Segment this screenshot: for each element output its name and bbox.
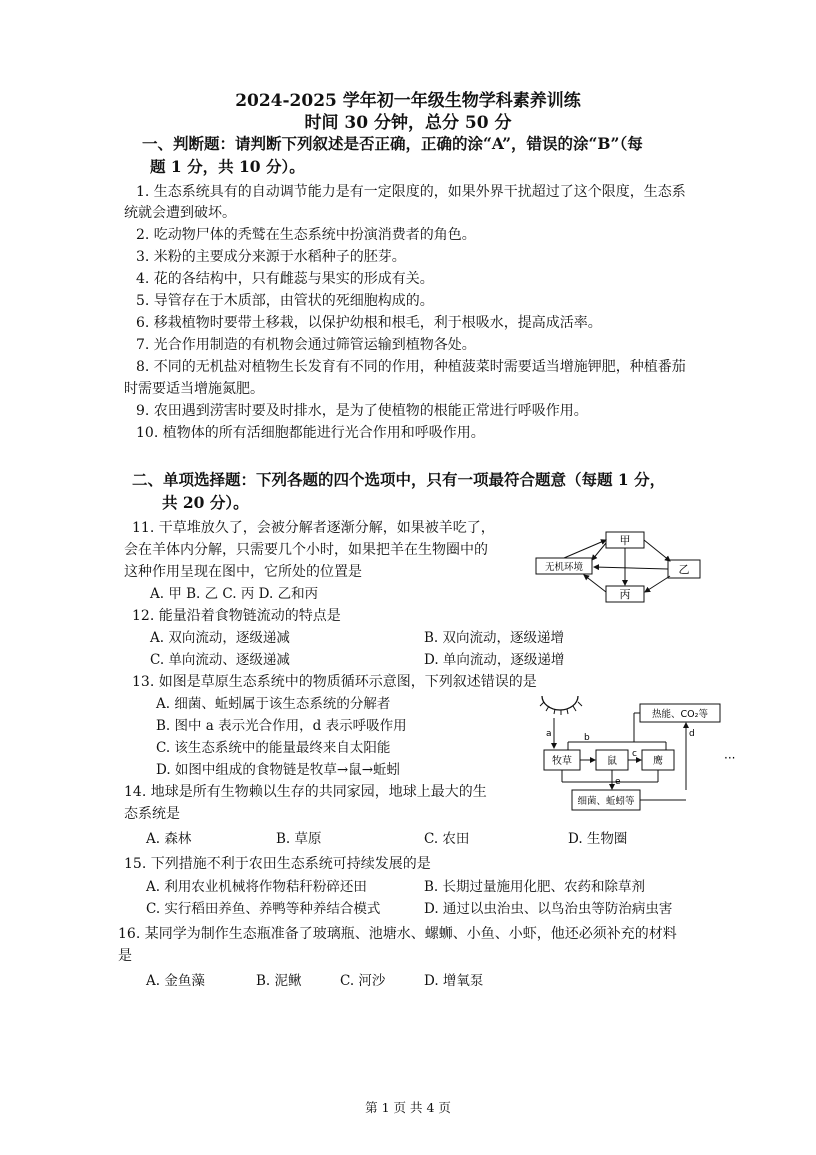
node-grass-label: 牧草 bbox=[552, 756, 572, 767]
node-decomposer-label: 细菌、蚯蚓等 bbox=[577, 796, 635, 807]
question-5: 5. 导管存在于木质部，由管状的死细胞构成的。 bbox=[136, 293, 434, 309]
section2-heading-line2: 共 20 分）。 bbox=[162, 493, 249, 512]
exam-subtitle: 时间 30 分钟，总分 50 分 bbox=[304, 113, 512, 133]
arrow-yi-env bbox=[594, 567, 668, 569]
question-8-line2: 时需要适当增施氮肥。 bbox=[124, 381, 264, 397]
node-eagle-label: 鹰 bbox=[653, 756, 663, 767]
material-cycle-diagram bbox=[538, 692, 744, 818]
question-11-options: A. 甲 B. 乙 C. 丙 D. 乙和丙 bbox=[150, 586, 319, 602]
question-16-option-a: A. 金鱼藻 bbox=[146, 973, 205, 989]
question-13-option-c: C. 该生态系统中的能量最终来自太阳能 bbox=[156, 740, 391, 756]
node-mouse-label: 鼠 bbox=[607, 756, 617, 767]
question-16-line2: 是 bbox=[118, 948, 132, 964]
question-16-option-c: C. 河沙 bbox=[340, 973, 386, 989]
arrow-jia-yi bbox=[644, 540, 670, 561]
question-12-option-b: B. 双向流动，逐级递增 bbox=[424, 630, 565, 646]
question-11-line2: 会在羊体内分解，只需要几个小时，如果把羊在生物圈中的 bbox=[124, 542, 488, 558]
question-4: 4. 花的各结构中，只有雌蕊与果实的形成有关。 bbox=[136, 271, 434, 287]
node-yi-label: 乙 bbox=[678, 563, 690, 576]
question-6: 6. 移栽植物时要带土移栽，以保护幼根和根毛，利于根吸水，提高成活率。 bbox=[136, 315, 602, 331]
question-8-line1: 8. 不同的无机盐对植物生长发育有不同的作用，种植菠菜时需要适当增施钾肥，种植番茄 bbox=[136, 359, 686, 375]
label-e: e bbox=[615, 777, 621, 787]
question-15-option-c: C. 实行稻田养鱼、养鸭等种养结合模式 bbox=[146, 901, 381, 917]
label-d: d bbox=[689, 729, 695, 739]
node-bing-label: 丙 bbox=[619, 588, 631, 601]
question-16-option-b: B. 泥鳅 bbox=[256, 973, 302, 989]
question-1-line1: 1. 生态系统具有的自动调节能力是有一定限度的，如果外界干扰超过了这个限度，生态系 bbox=[136, 184, 686, 200]
question-15-option-d: D. 通过以虫治虫、以鸟治虫等防治病虫害 bbox=[424, 901, 673, 917]
question-12-option-a: A. 双向流动，逐级递减 bbox=[150, 630, 290, 646]
question-14-option-b: B. 草原 bbox=[276, 831, 322, 847]
question-3: 3. 米粉的主要成分来源于水稻种子的胚芽。 bbox=[136, 249, 406, 265]
exam-title: 2024-2025 学年初一年级生物学科素养训练 bbox=[235, 91, 581, 111]
question-12: 12. 能量沿着食物链流动的特点是 bbox=[132, 608, 341, 624]
question-14-option-c: C. 农田 bbox=[424, 831, 470, 847]
question-1-line2: 统就会遭到破坏。 bbox=[124, 205, 236, 221]
question-15-option-a: A. 利用农业机械将作物秸秆粉碎还田 bbox=[146, 879, 367, 895]
question-14-option-a: A. 森林 bbox=[146, 831, 192, 847]
question-7: 7. 光合作用制造的有机物会通过筛管运输到植物各处。 bbox=[136, 337, 476, 353]
question-11-line3: 这种作用呈现在图中，它所处的位置是 bbox=[124, 564, 362, 580]
arrow-bing-env bbox=[584, 575, 606, 592]
question-15: 15. 下列措施不利于农田生态系统可持续发展的是 bbox=[124, 856, 431, 872]
question-12-option-c: C. 单向流动、逐级递减 bbox=[150, 652, 290, 668]
question-14-line1: 14. 地球是所有生物赖以生存的共同家园，地球上最大的生 bbox=[124, 784, 487, 800]
sun-icon bbox=[540, 696, 582, 715]
section1-heading-line2: 题 1 分，共 10 分）。 bbox=[150, 157, 305, 176]
question-15-option-b: B. 长期过量施用化肥、农药和除草剂 bbox=[424, 879, 646, 895]
arrow-env-jia bbox=[564, 540, 606, 558]
question-2: 2. 吃动物尸体的秃鹫在生态系统中扮演消费者的角色。 bbox=[136, 227, 476, 243]
question-13-option-a: A. 细菌、蚯蚓属于该生态系统的分解者 bbox=[156, 696, 391, 712]
question-16-option-d: D. 增氧泵 bbox=[424, 973, 484, 989]
question-14-option-d: D. 生物圈 bbox=[568, 831, 628, 847]
label-c: c bbox=[632, 749, 637, 759]
section2-heading-line1: 二、单项选择题：下列各题的四个选项中，只有一项最符合题意（每题 1 分， bbox=[132, 470, 666, 489]
section1-heading-line1: 一、判断题：请判断下列叙述是否正确，正确的涂“A”，错误的涂“B”（每 bbox=[142, 134, 643, 153]
label-b: b bbox=[584, 733, 590, 743]
question-14-line2: 态系统是 bbox=[124, 806, 180, 822]
node-jia-label: 甲 bbox=[619, 534, 631, 547]
question-10: 10. 植物体的所有活细胞都能进行光合作用和呼吸作用。 bbox=[136, 425, 485, 441]
question-13: 13. 如图是草原生态系统中的物质循环示意图，下列叙述错误的是 bbox=[132, 674, 537, 690]
label-a: a bbox=[546, 729, 552, 739]
node-env-label: 无机环境 bbox=[544, 562, 584, 573]
node-heat-co2-label: 热能、CO₂等 bbox=[652, 709, 708, 720]
question-12-option-d: D. 单向流动，逐级递增 bbox=[424, 652, 565, 668]
arrow-yi-bing bbox=[645, 576, 670, 592]
question-13-option-b: B. 图中 a 表示光合作用，d 表示呼吸作用 bbox=[156, 718, 407, 734]
question-9: 9. 农田遇到涝害时要及时排水，是为了使植物的根能正常进行呼吸作用。 bbox=[136, 403, 588, 419]
question-16-line1: 16. 某同学为制作生态瓶准备了玻璃瓶、池塘水、螺蛳、小鱼、小虾，他还必须补充的材料 bbox=[118, 926, 677, 942]
ellipsis: ··· bbox=[724, 751, 736, 765]
question-13-option-d: D. 如图中组成的食物链是牧草→鼠→蚯蚓 bbox=[156, 762, 401, 778]
page-footer: 第 1 页 共 4 页 bbox=[365, 1100, 451, 1115]
carbon-cycle-diagram bbox=[528, 528, 708, 606]
question-11-line1: 11. 干草堆放久了，会被分解者逐渐分解，如果被羊吃了， bbox=[132, 520, 495, 536]
